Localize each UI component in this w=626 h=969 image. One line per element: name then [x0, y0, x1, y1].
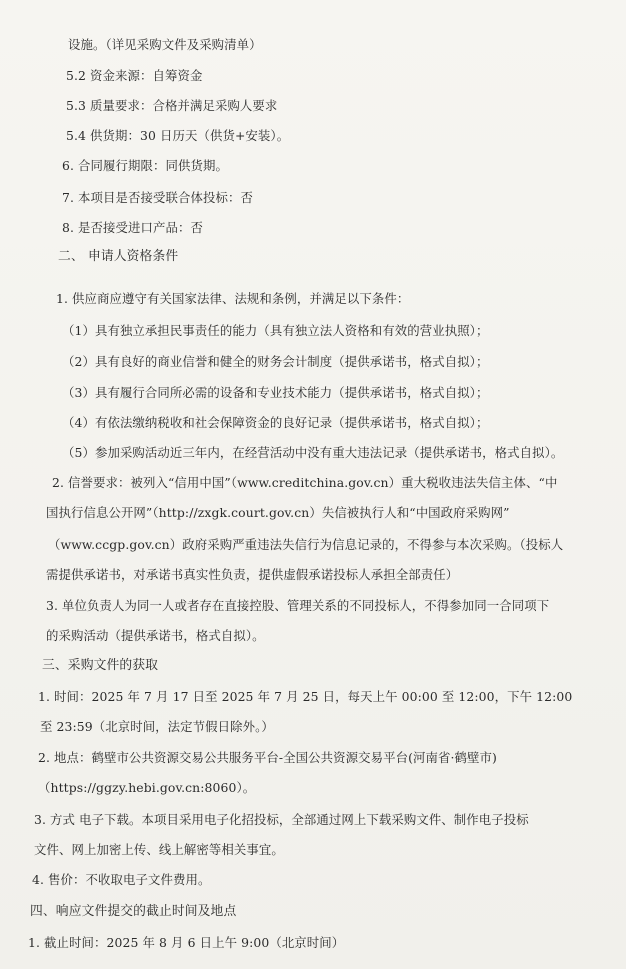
text-line-9: 1. 供应商应遵守有关国家法律、法规和条例，并满足以下条件：	[56, 291, 410, 306]
section-heading-4: 四、响应文件提交的截止时间及地点	[30, 904, 237, 919]
text-line-5: 6. 合同履行期限：同供货期。	[62, 158, 228, 173]
text-line-6: 7. 本项目是否接受联合体投标：否	[62, 190, 253, 205]
text-line-10: （1）具有独立承担民事责任的能力（具有独立法人资格和有效的营业执照）；	[62, 323, 489, 338]
text-line-26: 3. 方式 电子下载。本项目采用电子化招投标，全部通过网上下载采购文件、制作电子投标	[34, 812, 529, 827]
text-line-7: 8. 是否接受进口产品：否	[62, 220, 203, 235]
text-line-22: 1. 时间：2025 年 7 月 17 日至 2025 年 7 月 25 日，每天上午 00:00 至 12:00，下午 12:00	[38, 689, 573, 704]
text-line-17: （www.ccgp.gov.cn）政府采购严重违法失信行为信息记录的，不得参与本次采购。（投标人	[48, 537, 564, 552]
text-line-24: 2. 地点：鹤壁市公共资源交易公共服务平台-全国公共资源交易平台(河南省·鹤壁市)	[38, 750, 497, 765]
text-line-28: 4. 售价：不收取电子文件费用。	[32, 872, 211, 887]
text-line-15: 2. 信誉要求：被列入“信用中国”（www.creditchina.gov.cn）重大税收违法失信主体、“中	[52, 475, 558, 490]
text-line-4: 5.4 供货期：30 日历天（供货+安装）。	[66, 128, 290, 143]
text-line-13: （4）有依法缴纳税收和社会保障资金的良好记录（提供承诺书，格式自拟）；	[62, 415, 489, 430]
text-line-27: 文件、网上加密上传、线上解密等相关事宜。	[34, 842, 284, 857]
text-line-12: （3）具有履行合同所必需的设备和专业技术能力（提供承诺书，格式自拟）；	[62, 385, 489, 400]
text-line-1: 设施。（详见采购文件及采购清单）	[68, 37, 262, 52]
text-line-3: 5.3 质量要求：合格并满足采购人要求	[66, 98, 278, 113]
text-line-2: 5.2 资金来源：自筹资金	[66, 68, 203, 83]
text-line-30: 1. 截止时间：2025 年 8 月 6 日上午 9:00（北京时间）	[28, 935, 345, 950]
text-line-11: （2）具有良好的商业信誉和健全的财务会计制度（提供承诺书，格式自拟）；	[62, 354, 489, 369]
section-heading-3: 三、采购文件的获取	[42, 658, 159, 673]
section-heading-2: 二、 申请人资格条件	[58, 249, 179, 264]
text-line-16: 国执行信息公开网”（http://zxgk.court.gov.cn）失信被执行人和“中国政府采购网”	[46, 505, 510, 520]
text-line-14: （5）参加采购活动近三年内，在经营活动中没有重大违法记录（提供承诺书，格式自拟）。	[62, 445, 564, 460]
text-line-20: 的采购活动（提供承诺书，格式自拟）。	[46, 628, 265, 643]
text-line-23: 至 23:59（北京时间，法定节假日除外。）	[40, 719, 274, 734]
text-line-25: （https://ggzy.hebi.gov.cn:8060）。	[38, 780, 256, 795]
text-line-19: 3. 单位负责人为同一人或者存在直接控股、管理关系的不同投标人，不得参加同一合同项下	[46, 598, 550, 613]
text-line-18: 需提供承诺书，对承诺书真实性负责，提供虚假承诺投标人承担全部责任）	[46, 567, 459, 582]
